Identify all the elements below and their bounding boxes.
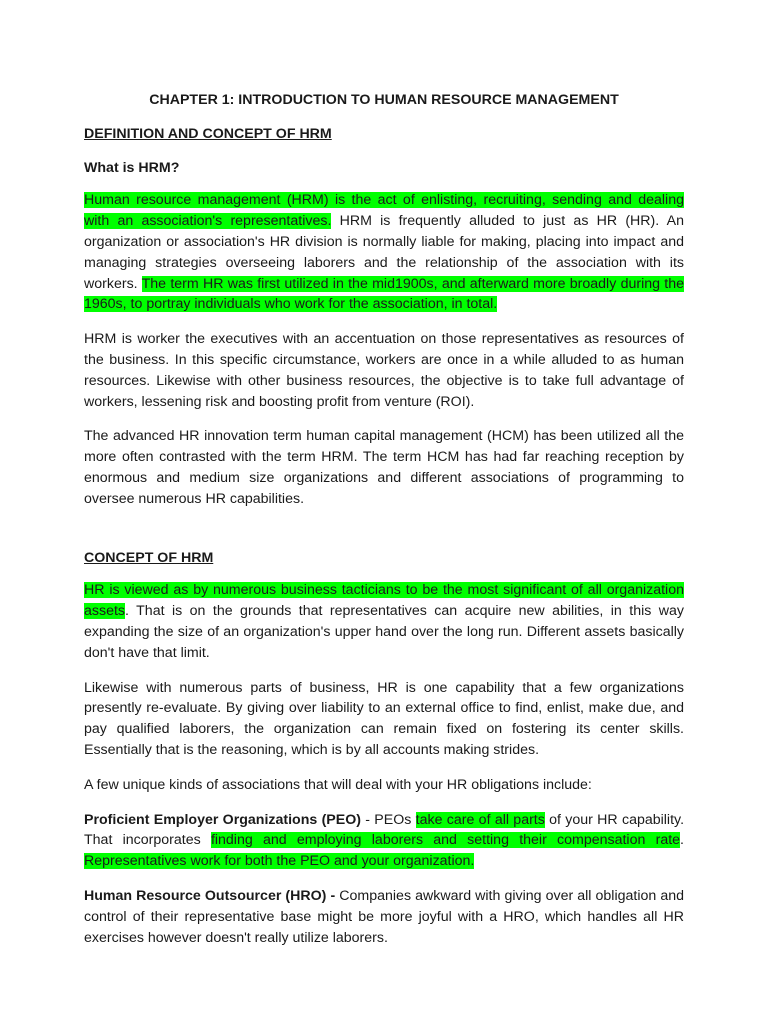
highlight: finding and employing laborers and setting their compensation rate <box>210 832 681 849</box>
paragraph-text: . <box>680 832 684 849</box>
paragraph-hrm-definition <box>84 190 684 315</box>
paragraph-hro <box>84 886 684 948</box>
term-hro: Human Resource Outsourcer (HRO) - <box>84 887 336 904</box>
highlight: Representatives work for both the PEO and your organization. <box>84 853 475 870</box>
paragraph-text: Companies awkward with giving over all obligation and control of their representative base might be more joyful with a HRO, which handles all HR exercises however doesn't really utilize laborers. <box>84 887 685 946</box>
paragraph-hcm: The advanced HR innovation term human capital management (HCM) has been utilized all the more often contrasted with the term HRM. The term HCM has had far reaching reception by enormous and medium size organizations and different associations of programming to oversee numerous HR capabilities. <box>84 428 684 507</box>
highlight: HR is viewed as by numerous business tacticians to be the most significant of all organization assets <box>84 582 684 620</box>
section-heading-definition: DEFINITION AND CONCEPT OF HRM <box>84 125 332 142</box>
paragraph-text: HRM is frequently alluded to just as HR (HR). An organization or association's HR division is normally liable for making, placing into impact and managing strategies overseeing laborers and the relationship of the association with its workers. <box>84 213 685 292</box>
paragraph-concept <box>84 580 684 663</box>
paragraph-associations-intro: A few unique kinds of associations that will deal with your HR obligations include: <box>84 776 592 793</box>
highlight: take care of all parts <box>415 811 545 828</box>
paragraph-text: - PEOs <box>360 811 416 828</box>
paragraph-text: . That is on the grounds that representatives can acquire new abilities, in this way expanding the size of an organization's upper hand over the long run. Different assets basically don't have that limit. <box>84 603 684 661</box>
paragraph-text: of your HR capability. That incorporates <box>84 811 685 849</box>
section-heading-concept: CONCEPT OF HRM <box>84 549 214 566</box>
document-content <box>84 80 684 948</box>
subheading-what-is-hrm: What is HRM? <box>84 159 180 176</box>
highlight: The term HR was first utilized in the mid1900s, and afterward more broadly during the 1960s, to portray individuals who work for the association, in total. <box>84 275 684 313</box>
term-peo: Proficient Employer Organizations (PEO) <box>84 811 361 828</box>
paragraph-outsourcing: Likewise with numerous parts of business, HR is one capability that a few organizations presently re-evaluate. By giving over liability to an external office to find, enlist, make due, and pay qualified laborers, the organization can remain fixed on fostering its center skills. Essentially that is the reasoning, which is by all accounts making strides. <box>84 679 684 758</box>
paragraph-hrm-worker: HRM is worker the executives with an accentuation on those representatives as resources of the business. In this specific circumstance, workers are once in a while alluded to as human resources. Likewise with other business resources, the objective is to take full advantage of workers, lessening risk and boosting profit from venture (ROI). <box>84 331 684 410</box>
chapter-title: CHAPTER 1: INTRODUCTION TO HUMAN RESOURCE MANAGEMENT <box>149 92 619 108</box>
paragraph-peo <box>84 810 684 872</box>
highlight: Human resource management (HRM) is the act of enlisting, recruiting, sending and dealing with an association's representatives. <box>84 192 684 230</box>
